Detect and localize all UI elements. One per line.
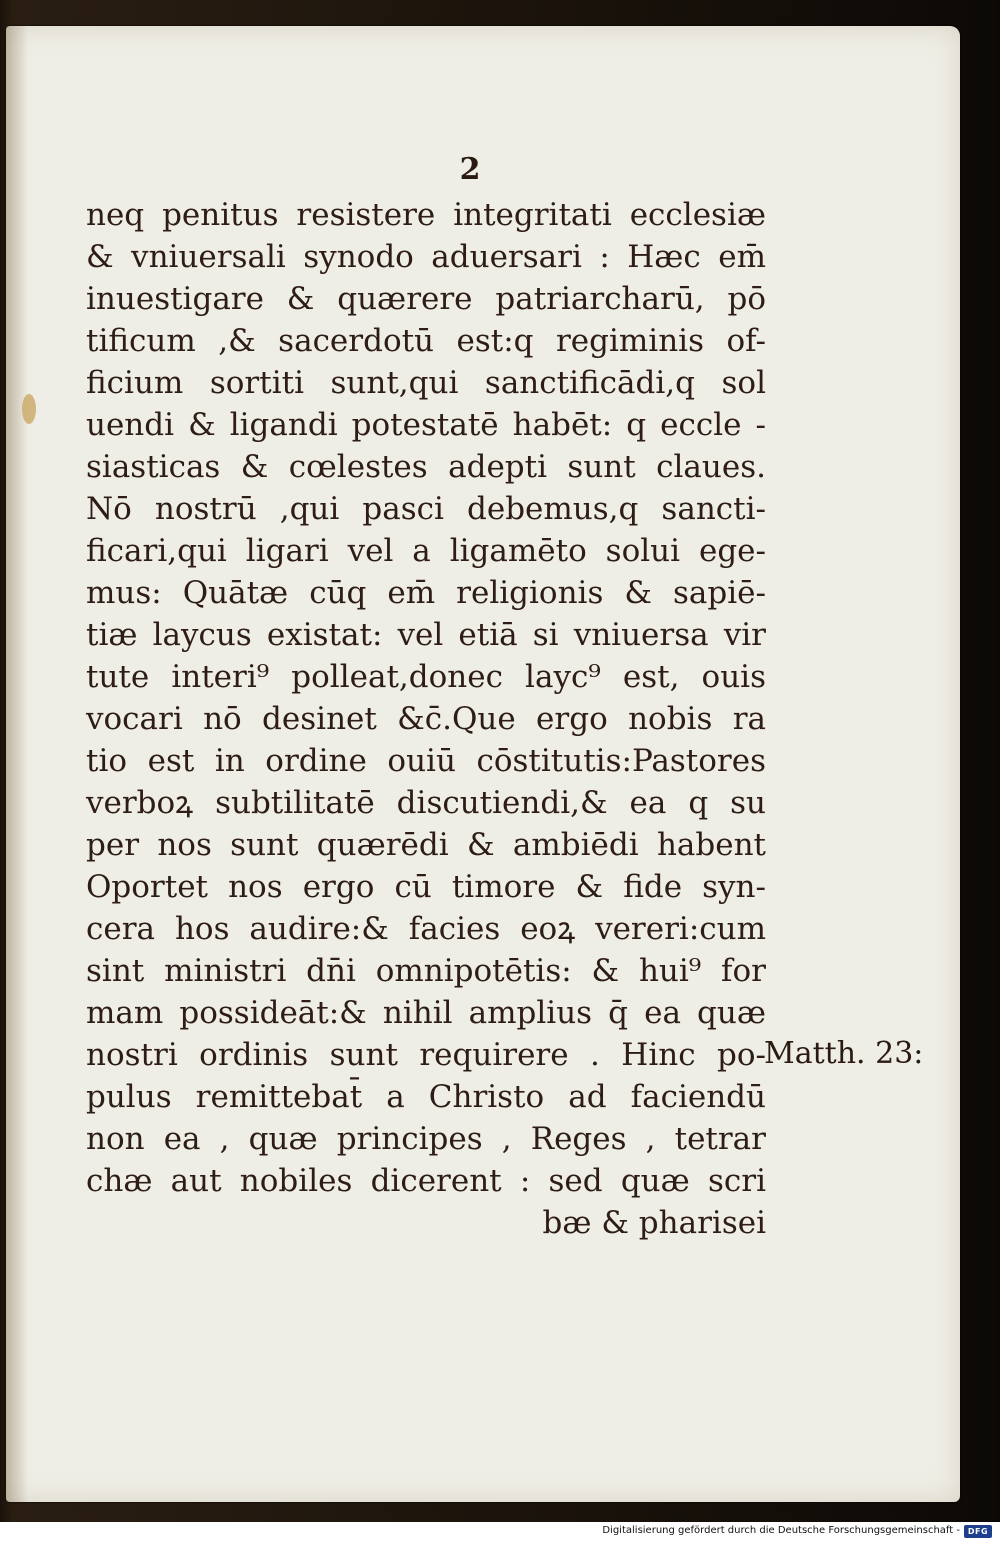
text-line: mam possideāt:& nihil amplius q̄ ea quæ [86,995,766,1031]
text-line: non ea , quæ principes , Reges , tetrar [86,1121,766,1157]
text-line: siasticas & cœlestes adepti sunt claues. [86,449,766,485]
text-line: tio est in ordine ouiū cōstitutis:Pastores [86,743,766,779]
dfg-logo: DFG [964,1525,992,1538]
text-line: & vniuersali synodo aduersari : Hæc em̄ [86,239,766,275]
text-line: tiæ laycus existat: vel etiā si vniuersa vir [86,617,766,653]
marginal-note: Matth. 23: [764,1036,924,1071]
text-line: mus: Quātæ cūq em̄ religionis & sapiē- [86,575,766,611]
text-line: tificum ,& sacerdotū est:q regiminis of- [86,323,766,359]
funding-credit: Digitalisierung gefördert durch die Deutsche Forschungsgemeinschaft - [602,1525,960,1536]
body-text [86,194,766,1244]
page-number: 2 [459,152,481,187]
text-line: verboꝝ subtilitatē discutiendi,& ea q su [86,785,766,821]
text-line-catchword: bæ & pharisei [542,1205,766,1241]
text-line: Nō nostrū ,qui pasci debemus,q sancti- [86,491,766,527]
text-line: inuestigare & quærere patriarcharū, pō [86,281,766,317]
text-line: tute interi⁹ polleat,donec layc⁹ est, ouis [86,659,766,695]
text-line: ficium sortiti sunt,qui sanctificādi,q sol [86,365,766,401]
footer-bar [0,1522,1000,1542]
text-line: per nos sunt quærēdi & ambiēdi habent [86,827,766,863]
text-line: uendi & ligandi potestatē habēt: q eccle - [86,407,766,443]
paper-stain [22,394,36,424]
text-line: vocari nō desinet &c̄.Que ergo nobis ra [86,701,766,737]
text-line: chæ aut nobiles dicerent : sed quæ scri [86,1163,766,1199]
text-line: cera hos audire:& facies eoꝝ vereri:cum [86,911,766,947]
text-line: pulus remittebat̄ a Christo ad faciendū [86,1079,766,1115]
text-line: Oportet nos ergo cū timore & fide syn- [86,869,766,905]
text-line: ficari,qui ligari vel a ligamēto solui ege- [86,533,766,569]
text-line: sint ministri dn̄i omnipotētis: & hui⁹ for [86,953,766,989]
text-line: nostri ordinis sunt requirere . Hinc po- [86,1037,766,1073]
text-line: neq penitus resistere integritati ecclesiæ [86,197,766,233]
